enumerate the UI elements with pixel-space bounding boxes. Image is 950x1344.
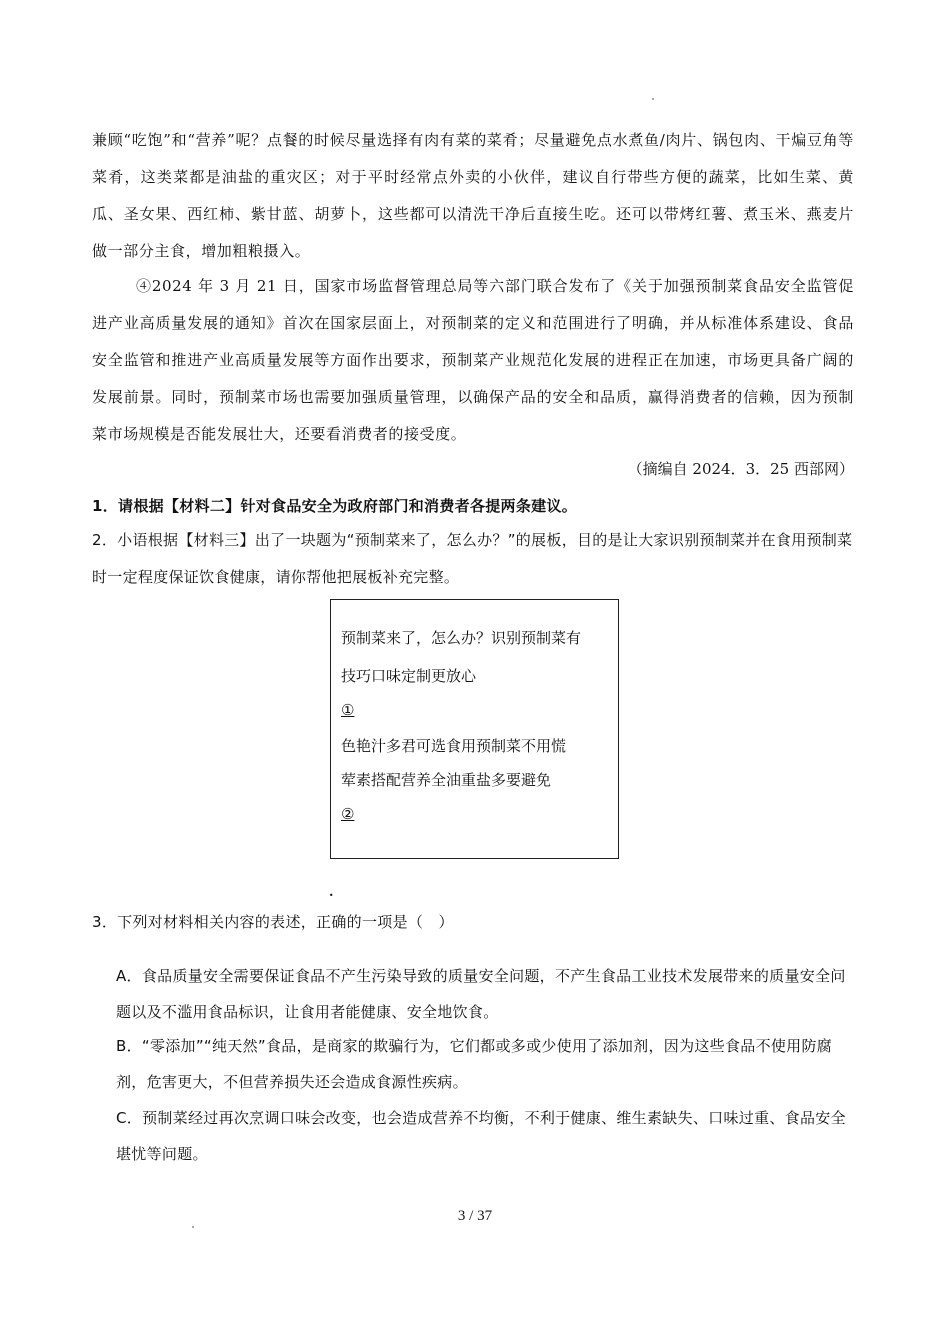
board-line-1: 预制菜来了，怎么办？识别预制菜有 xyxy=(341,629,582,647)
option-b: B．“零添加”“纯天然”食品，是商家的欺骗行为，它们都或多或少使用了添加剂，因为这些食品不使用防腐剂，危害更大，不但营养损失还会造成食源性疾病。 xyxy=(116,1037,833,1091)
board-line-4: 色艳汁多君可选食用预制菜不用慌 xyxy=(341,737,567,755)
display-board xyxy=(330,599,619,859)
scan-speck xyxy=(652,98,654,100)
option-c: C．预制菜经过再次烹调口味会改变，也会造成营养不均衡，不利于健康、维生素缺失、口味过重、食品安全堪忧等问题。 xyxy=(116,1109,846,1163)
question-3-suffix: 的一项是（ ） xyxy=(346,913,454,931)
board-line-5: 荤素搭配营养全油重盐多要避免 xyxy=(341,771,552,789)
question-1: 1．请根据【材料二】针对食品安全为政府部门和消费者各提两条建议。 xyxy=(92,497,578,515)
page-number: 3 / 37 xyxy=(457,1208,493,1224)
question-2: 2．小语根据【材料三】出了一块题为“预制菜来了，怎么办？”的展板，目的是让大家识别预制菜并在食用预制菜时一定程度保证饮食健康，请你帮他把展板补充完整。 xyxy=(92,531,853,586)
material-paragraph-continued: 兼顾“吃饱”和“营养”呢？点餐的时候尽量选择有肉有菜的菜肴；尽量避免点水煮鱼/肉片、锅包肉、干煸豆角等菜肴，这类菜都是油盐的重灾区；对于平时经常点外卖的小伙伴，建议自行带些方便的蔬菜，比如生菜、黄瓜、圣女果、西红柿、紫甘蓝、胡萝卜，这些都可以清洗干净后直接生吃。还可以带烤红薯、煮玉米、燕麦片做一部分主食，增加粗粮摄入。 xyxy=(92,131,854,260)
board-blank-1: ① xyxy=(341,701,355,719)
question-3 xyxy=(92,904,858,941)
question-3-prefix: 3．下列对材料相关内容的表述， xyxy=(92,913,317,931)
material-paragraph-4: ④2024 年 3 月 21 日，国家市场监督管理总局等六部门联合发布了《关于加强预制菜食品安全监管促进产业高质量发展的通知》首次在国家层面上，对预制菜的定义和范围进行了明确，并从标准体系建设、食品安全监管和推进产业高质量发展等方面作出要求，预制菜产业规范化发展的进程正在加速，市场更具备广阔的发展前景。同时，预制菜市场也需要加强质量管理，以确保产品的安全和品质，赢得消费者的信赖，因为预制菜市场规模是否能发展壮大，还要看消费者的接受度。 xyxy=(92,277,854,443)
question-3-emphasis: 正确 xyxy=(316,913,347,931)
board-blank-2: ② xyxy=(341,805,355,823)
scan-speck xyxy=(192,1226,194,1228)
source-citation: （摘编自 2024．3．25 西部网） xyxy=(627,460,854,478)
board-line-2: 技巧口味定制更放心 xyxy=(341,667,477,685)
option-a: A．食品质量安全需要保证食品不产生污染导致的质量安全问题，不产生食品工业技术发展带来的质量安全问题以及不滥用食品标识，让食用者能健康、安全地饮食。 xyxy=(116,967,846,1021)
